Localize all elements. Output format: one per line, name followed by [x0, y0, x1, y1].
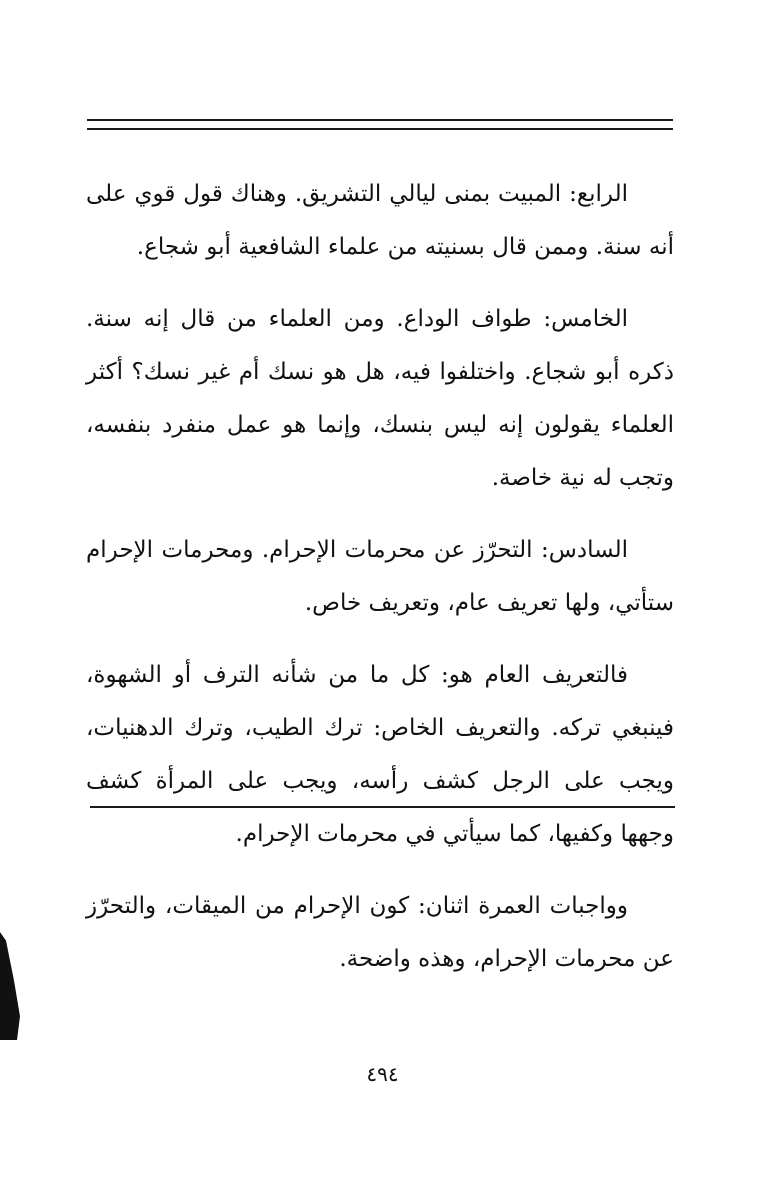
paragraph-sixth: السادس: التحرّز عن محرمات الإحرام. ومحرمات الإحرام ستأتي، ولها تعريف عام، وتعريف خاص. [86, 537, 674, 616]
paragraph-umrah-obligations: وواجبات العمرة اثنان: كون الإحرام من الميقات، والتحرّز عن محرمات الإحرام، وهذه واضحة. [86, 893, 674, 972]
binding-shadow [0, 932, 20, 1040]
page-number: ٤٩٤ [366, 1062, 399, 1086]
header-rule-upper [87, 119, 673, 121]
paragraph-fifth: الخامس: طواف الوداع. ومن العلماء من قال إنه سنة. ذكره أبو شجاع. واختلفوا فيه، هل هو نسك أم غير نسك؟ أكثر العلماء يقولون إنه ليس بنسك، وإنما هو عمل منفرد بنفسه، وتجب له نية خاصة. [86, 306, 674, 491]
header-rule-lower [87, 128, 673, 130]
footer-rule [90, 806, 675, 808]
paragraph-fourth: الرابع: المبيت بمنى ليالي التشريق. وهناك قول قوي على أنه سنة. وممن قال بسنيته من علماء الشافعية أبو شجاع. [86, 181, 674, 260]
page-body [86, 168, 674, 1005]
paragraph-general-definition: فالتعريف العام هو: كل ما من شأنه الترف أو الشهوة، فينبغي تركه. والتعريف الخاص: ترك الطيب، وترك الدهنيات، ويجب على الرجل كشف رأسه، ويجب على المرأة كشف وجهها وكفيها، كما سيأتي في محرمات الإحرام. [86, 662, 674, 847]
